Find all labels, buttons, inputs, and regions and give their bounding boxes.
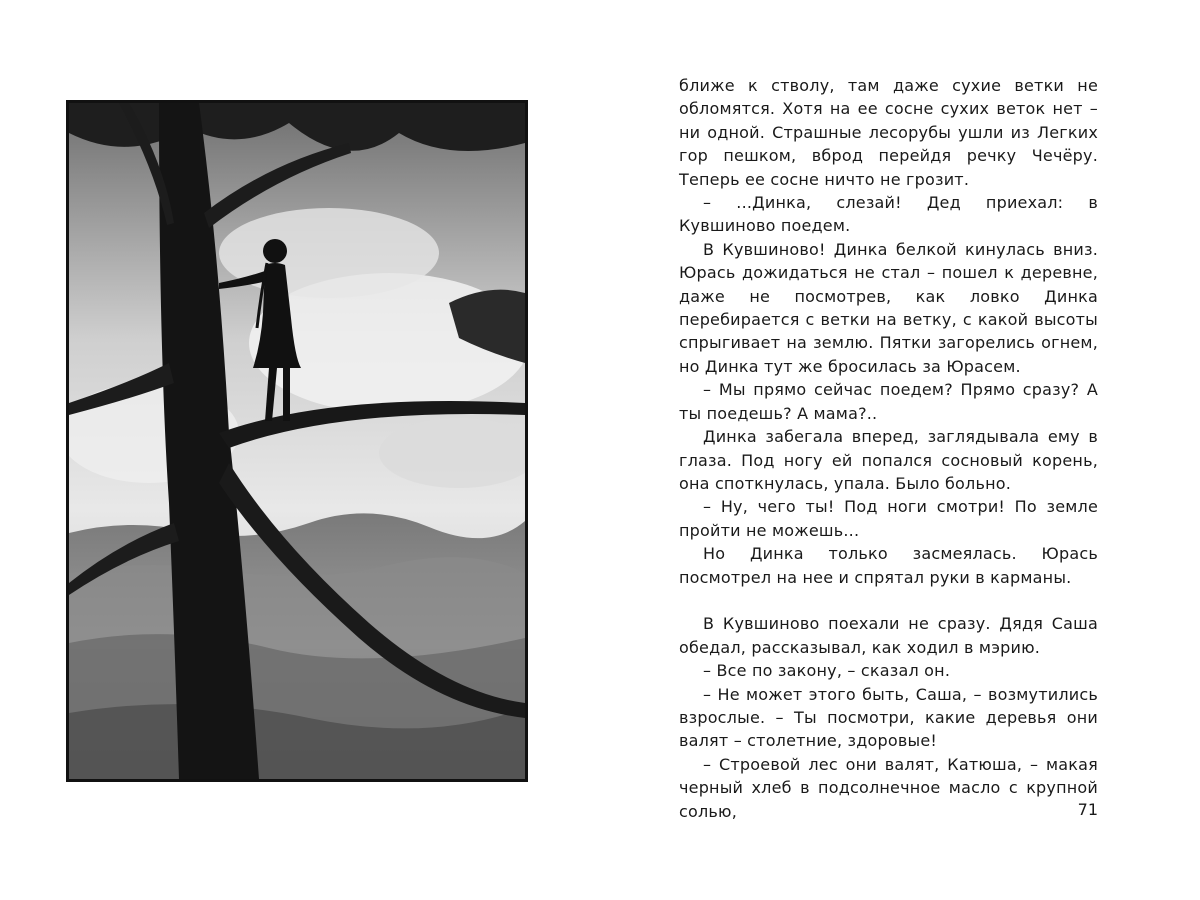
paragraph: – Не может этого быть, Саша, – возмутились взрослые. – Ты посмотри, какие деревья они валят – столетние, здоровые! <box>679 684 1098 751</box>
right-page <box>600 0 1200 900</box>
paragraph: – Строевой лес они валят, Катюша, – макая черный хлеб в подсолнечное масло с крупной солью, <box>679 754 1098 821</box>
paragraph: В Кувшиново поехали не сразу. Дядя Саша обедал, рассказывал, как ходил в мэрию. <box>679 614 1098 657</box>
paragraph: Динка забегала вперед, заглядывала ему в глаза. Под ногу ей попался сосновый корень, она споткнулась, упала. Было больно. <box>679 427 1098 493</box>
page-number: 71 <box>1077 800 1098 819</box>
paragraph: ближе к стволу, там даже сухие ветки не обломятся. Хотя на ее сосне сухих веток нет – ни одной. Страшные лесорубы ушли из Легких гор пешком, вброд перейдя речку Чечёру. Теперь ее сосне ничто не грозит. <box>679 76 1098 189</box>
paragraph: – Мы прямо сейчас поедем? Прямо сразу? А ты поедешь? А мама?.. <box>679 380 1098 423</box>
paragraph: Но Динка только засмеялась. Юрась посмотрел на нее и спрятал руки в карманы. <box>679 544 1098 587</box>
paragraph: – Ну, чего ты! Под ноги смотри! По земле пройти не можешь... <box>679 497 1098 540</box>
paragraph: В Кувшиново! Динка белкой кинулась вниз. Юрась дожидаться не стал – пошел к деревне, даже не посмотрев, как ловко Динка перебирается с ветки на ветку, с какой высоты спрыгивает на землю. Пятки загорелись огнем, но Динка тут же бросилась за Юрасем. <box>679 239 1098 376</box>
paragraph: – ...Динка, слезай! Дед приехал: в Кувшиново поедем. <box>679 193 1098 236</box>
paragraph: – Все по закону, – сказал он. <box>703 661 951 681</box>
girl-on-pine-tree-illustration <box>66 100 528 782</box>
body-text <box>679 74 1098 823</box>
illustration-drawing <box>69 103 525 779</box>
